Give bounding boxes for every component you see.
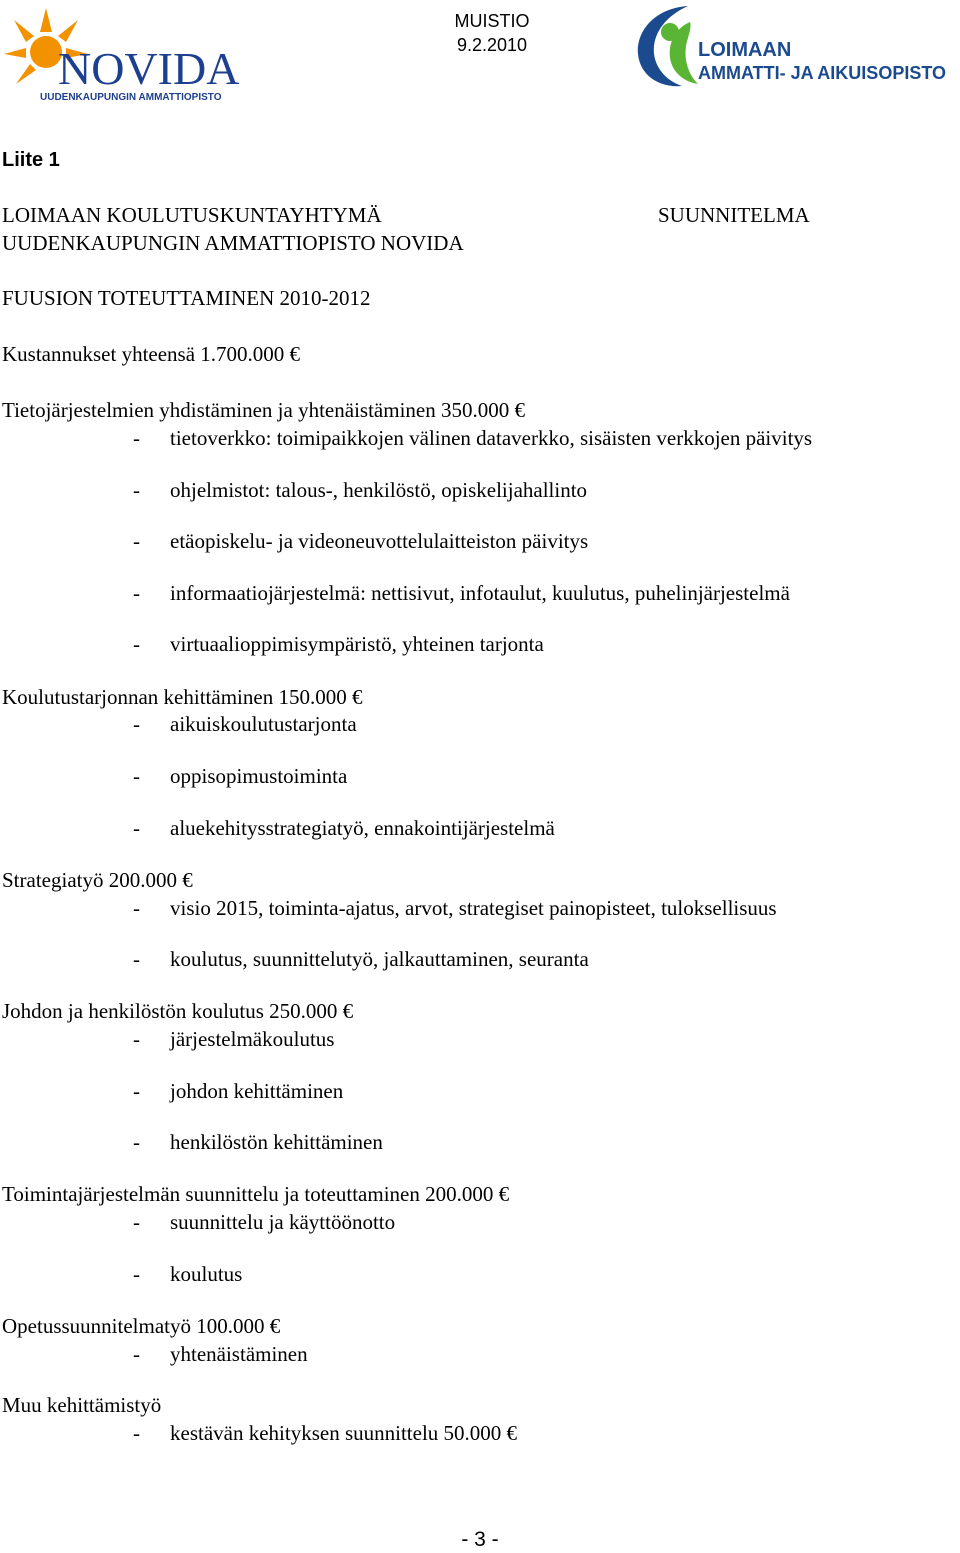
bullet-dash: - xyxy=(133,1421,140,1445)
bullet-dash: - xyxy=(133,712,140,736)
memo-title: MUISTIO xyxy=(454,11,530,31)
section-heading: Tietojärjestelmien yhdistäminen ja yhtenäistäminen 350.000 € xyxy=(2,398,525,422)
page-number: - 3 - xyxy=(461,1528,499,1551)
section-heading: Toimintajärjestelmän suunnittelu ja toteuttaminen 200.000 € xyxy=(2,1182,510,1206)
loimaa-logo-line2: AMMATTI- JA AIKUISOPISTO xyxy=(698,63,947,83)
list-item-text: aluekehitysstrategiatyö, ennakointijärjestelmä xyxy=(170,816,555,840)
list-item-text: oppisopimustoiminta xyxy=(170,764,348,788)
list-item-text: koulutus, suunnittelutyö, jalkauttaminen, seuranta xyxy=(170,947,589,971)
list-item-text: ohjelmistot: talous-, henkilöstö, opiskelijahallinto xyxy=(170,478,588,502)
novida-logo-subtitle: UUDENKAUPUNGIN AMMATTIOPISTO xyxy=(40,92,222,102)
list-item-text: kestävän kehityksen suunnittelu 50.000 € xyxy=(170,1421,518,1445)
bullet-dash: - xyxy=(133,1027,140,1051)
section-heading: Muu kehittämistyö xyxy=(2,1393,162,1417)
list-item-text: järjestelmäkoulutus xyxy=(170,1027,335,1051)
bullet-dash: - xyxy=(133,816,140,840)
bullet-dash: - xyxy=(133,529,140,553)
list-item-text: johdon kehittäminen xyxy=(170,1079,344,1103)
bullet-dash: - xyxy=(133,947,140,971)
bullet-dash: - xyxy=(133,581,140,605)
total-costs: Kustannukset yhteensä 1.700.000 € xyxy=(2,342,301,366)
bullet-dash: - xyxy=(133,478,140,502)
novida-logo-graphic xyxy=(0,6,240,102)
section-heading: Opetussuunnitelmatyö 100.000 € xyxy=(2,1314,281,1338)
list-item-text: koulutus xyxy=(170,1262,243,1286)
list-item-text: henkilöstön kehittäminen xyxy=(170,1130,383,1154)
bullet-dash: - xyxy=(133,1210,140,1234)
bullet-dash: - xyxy=(133,1342,140,1366)
list-item-text: visio 2015, toiminta-ajatus, arvot, strategiset painopisteet, tuloksellisuus xyxy=(170,896,777,920)
novida-logo xyxy=(0,6,240,102)
bullet-dash: - xyxy=(133,896,140,920)
bullet-dash: - xyxy=(133,632,140,656)
novida-logo-wordmark: NOVIDA xyxy=(58,43,240,94)
list-item-text: tietoverkko: toimipaikkojen välinen dataverkko, sisäisten verkkojen päivitys xyxy=(170,426,813,450)
loimaa-logo xyxy=(630,0,960,90)
list-item-text: virtuaalioppimisympäristö, yhteinen tarjonta xyxy=(170,632,544,656)
list-item-text: informaatiojärjestelmä: nettisivut, infotaulut, kuulutus, puhelinjärjestelmä xyxy=(170,581,790,605)
attachment-label: Liite 1 xyxy=(2,149,60,171)
section-heading: Koulutustarjonnan kehittäminen 150.000 € xyxy=(2,685,363,709)
section-heading: Strategiatyö 200.000 € xyxy=(2,868,193,892)
list-item-text: aikuiskoulutustarjonta xyxy=(170,712,357,736)
bullet-dash: - xyxy=(133,1262,140,1286)
bullet-dash: - xyxy=(133,1079,140,1103)
organization-name-1: LOIMAAN KOULUTUSKUNTAYHTYMÄ xyxy=(2,203,382,227)
loimaa-emblem-icon xyxy=(638,6,698,86)
bullet-dash: - xyxy=(133,1130,140,1154)
document-title: FUUSION TOTEUTTAMINEN 2010-2012 xyxy=(2,286,371,310)
list-item-text: etäopiskelu- ja videoneuvottelulaitteiston päivitys xyxy=(170,529,589,553)
list-item-text: yhtenäistäminen xyxy=(170,1342,308,1366)
loimaa-logo-graphic xyxy=(630,0,960,90)
bullet-dash: - xyxy=(133,426,140,450)
organization-name-2: UUDENKAUPUNGIN AMMATTIOPISTO NOVIDA xyxy=(2,231,464,255)
section-heading: Johdon ja henkilöstön koulutus 250.000 € xyxy=(2,999,354,1023)
bullet-dash: - xyxy=(133,764,140,788)
memo-date: 9.2.2010 xyxy=(456,35,528,55)
list-item-text: suunnittelu ja käyttöönotto xyxy=(170,1210,396,1234)
loimaa-logo-line1: LOIMAAN xyxy=(698,39,792,61)
document-type: SUUNNITELMA xyxy=(658,203,810,227)
